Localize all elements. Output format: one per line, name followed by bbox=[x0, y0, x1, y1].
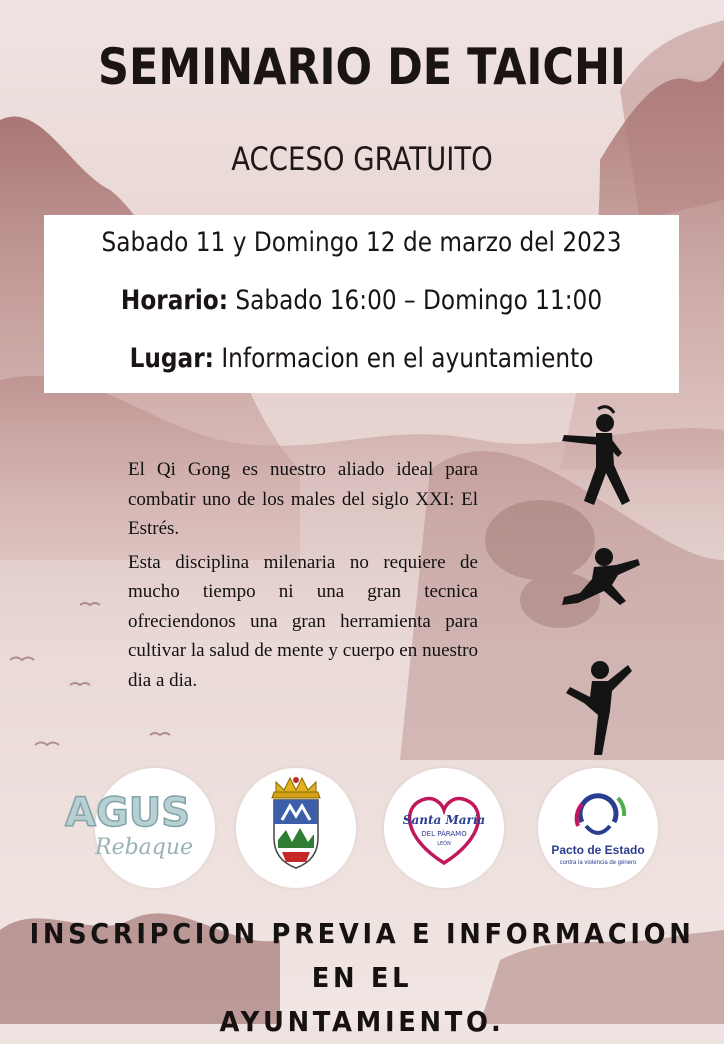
description bbox=[128, 455, 478, 699]
schedule-line bbox=[88, 285, 634, 316]
agus-logo-icon bbox=[65, 768, 215, 888]
place-label: Lugar: bbox=[129, 343, 214, 374]
place-line bbox=[88, 343, 634, 374]
paragraph-1: El Qi Gong es nuestro aliado ideal para combatir uno de los males del siglo XXI: El Estrés. bbox=[128, 459, 478, 539]
taichi-figure-icon bbox=[566, 661, 632, 755]
event-dates: Sabado 11 y Domingo 12 de marzo del 2023 bbox=[101, 227, 622, 258]
paragraph-2: Esta disciplina milenaria no requiere de mucho tiempo ni una gran tecnica ofreciendonos una gran herramienta para cultivar la salud de mente y cuerpo en nuestro dia a dia. bbox=[128, 551, 478, 691]
info-box bbox=[44, 215, 679, 393]
agus-rebaque-logo bbox=[65, 768, 215, 888]
santa-maria-text: Santa María bbox=[402, 813, 486, 827]
pacto-text: Pacto de Estado bbox=[551, 843, 645, 857]
page-title: SEMINARIO DE TAICHI bbox=[98, 38, 626, 96]
schedule-label: Horario: bbox=[120, 285, 229, 316]
pacto-de-estado-logo bbox=[538, 768, 658, 888]
schedule-value: Sabado 16:00 – Domingo 11:00 bbox=[228, 285, 603, 316]
santa-maria-logo bbox=[384, 768, 504, 888]
taichi-figure-icon bbox=[562, 548, 640, 605]
coat-of-arms-logo bbox=[236, 768, 356, 888]
taichi-figure-icon bbox=[562, 407, 630, 505]
place-value: Informacion en el ayuntamiento bbox=[213, 343, 594, 374]
taichi-figures bbox=[550, 405, 650, 760]
agus-text: AGUS bbox=[65, 790, 191, 836]
leon-text: LEÓN bbox=[437, 841, 451, 847]
footer-line-2: AYUNTAMIENTO. bbox=[219, 1005, 505, 1038]
footer-note bbox=[29, 912, 695, 1044]
pacto-subtext: contra la violencia de género bbox=[559, 860, 637, 866]
footer-line-1: INSCRIPCION PREVIA E INFORMACION EN EL bbox=[29, 917, 695, 994]
coat-of-arms-icon bbox=[236, 768, 356, 888]
smile-circle-icon bbox=[538, 768, 658, 888]
del-paramo-text: DEL PÁRAMO bbox=[421, 830, 467, 838]
heart-logo-icon bbox=[384, 768, 504, 888]
subtitle: ACCESO GRATUITO bbox=[231, 140, 493, 178]
rebaque-text: Rebaque bbox=[95, 835, 194, 860]
